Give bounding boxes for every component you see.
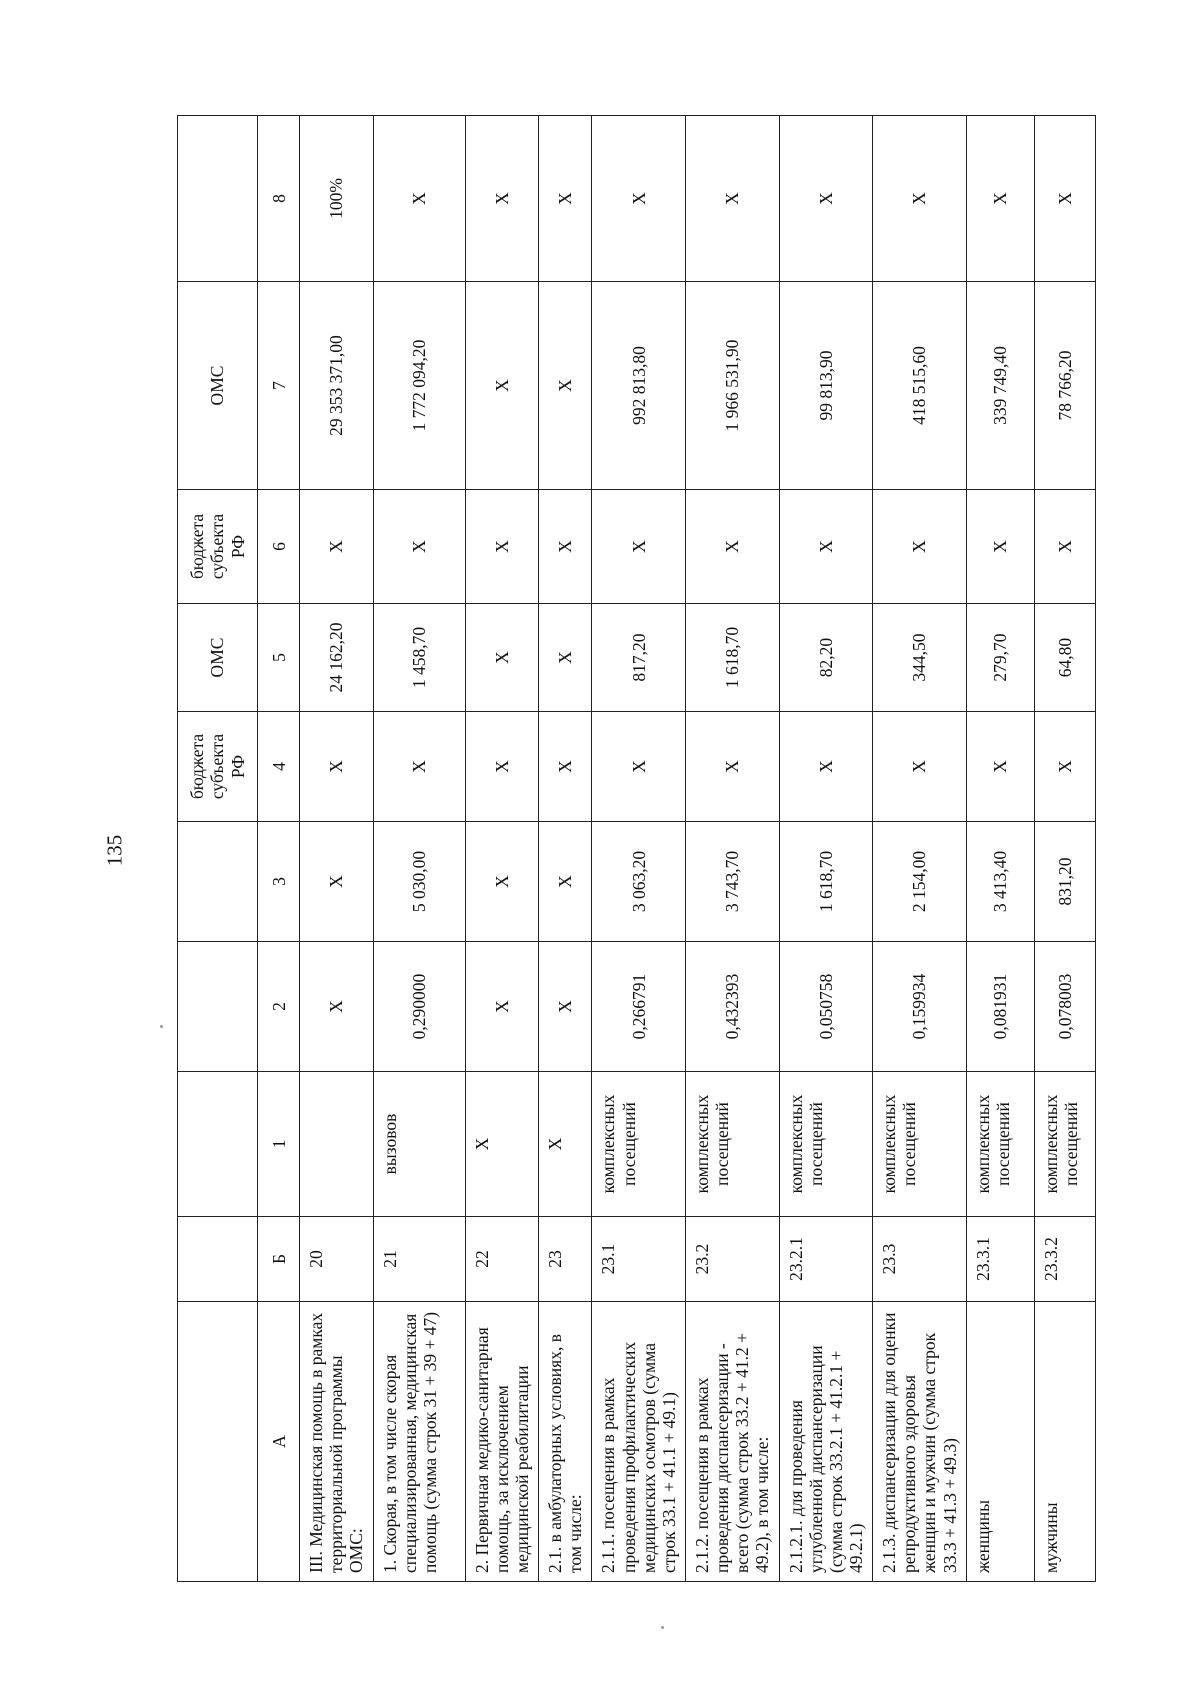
table-body xyxy=(178,116,1096,1582)
rotated-table-wrapper xyxy=(177,116,1096,1582)
cell-budget-total: X xyxy=(300,490,373,604)
cell-oms-per-capita: 279,70 xyxy=(966,604,1034,712)
header-cell-empty xyxy=(178,116,258,282)
cell-share: X xyxy=(592,116,686,282)
table-row xyxy=(373,116,465,1582)
cell-budget-total: X xyxy=(592,490,686,604)
row-label: 2.1.1. посещения в рамках проведения профилактических медицинских осмотров (сумма строк 33.1 + 41.1 + 49.1) xyxy=(592,1302,686,1582)
row-unit: X xyxy=(539,1072,592,1217)
row-code: 20 xyxy=(300,1217,373,1302)
header-oms: ОМС xyxy=(178,604,258,712)
page-number: 135 xyxy=(102,834,127,867)
table-row xyxy=(592,116,686,1582)
row-label: 2.1.3. диспансеризации для оценки репродуктивного здоровья женщин и мужчин (сумма строк 33.3 + 41.3 + 49.3) xyxy=(873,1302,967,1582)
cell-volume-per-person: X xyxy=(539,942,592,1072)
cell-budget-total: X xyxy=(465,490,538,604)
cell-cost-per-unit: 2 154,00 xyxy=(873,822,967,942)
cell-volume-per-person: 0,432393 xyxy=(686,942,780,1072)
table-row xyxy=(779,116,873,1582)
row-unit: комплексных посещений xyxy=(966,1072,1034,1217)
cell-oms-total: 992 813,80 xyxy=(592,282,686,490)
col-number: 1 xyxy=(258,1072,300,1217)
table-row xyxy=(966,116,1034,1582)
scan-speck xyxy=(661,1626,664,1629)
cell-budget-per-capita: X xyxy=(779,712,873,822)
table-row xyxy=(539,116,592,1582)
col-number: 2 xyxy=(258,942,300,1072)
cell-budget-per-capita: X xyxy=(300,712,373,822)
header-cell-empty xyxy=(178,822,258,942)
cell-cost-per-unit: X xyxy=(465,822,538,942)
header-cell-empty xyxy=(178,942,258,1072)
col-number: 6 xyxy=(258,490,300,604)
cell-share: X xyxy=(539,116,592,282)
cell-oms-per-capita: 344,50 xyxy=(873,604,967,712)
cell-budget-per-capita: X xyxy=(1034,712,1095,822)
cell-oms-per-capita: 817,20 xyxy=(592,604,686,712)
table-row xyxy=(1034,116,1095,1582)
row-label: 1. Скорая, в том числе скорая специализированная, медицинская помощь (сумма строк 31 + 39 + 47) xyxy=(373,1302,465,1582)
cell-oms-per-capita: 64,80 xyxy=(1034,604,1095,712)
cell-cost-per-unit: 3 743,70 xyxy=(686,822,780,942)
row-unit xyxy=(300,1072,373,1217)
cell-oms-per-capita: X xyxy=(465,604,538,712)
table-row xyxy=(873,116,967,1582)
col-number: 7 xyxy=(258,282,300,490)
cell-share: X xyxy=(465,116,538,282)
row-label: мужчины xyxy=(1034,1302,1095,1582)
cell-cost-per-unit: 3 413,40 xyxy=(966,822,1034,942)
cell-share: X xyxy=(966,116,1034,282)
cell-cost-per-unit: X xyxy=(539,822,592,942)
cell-budget-per-capita: X xyxy=(373,712,465,822)
header-row xyxy=(178,116,258,1582)
cell-oms-total: X xyxy=(539,282,592,490)
cell-budget-per-capita: X xyxy=(465,712,538,822)
row-code: 23.3 xyxy=(873,1217,967,1302)
column-number-row xyxy=(258,116,300,1582)
table-row xyxy=(300,116,373,1582)
cell-budget-total: X xyxy=(779,490,873,604)
col-number: 5 xyxy=(258,604,300,712)
scan-speck xyxy=(160,1025,163,1028)
cell-oms-total: 29 353 371,00 xyxy=(300,282,373,490)
header-cell-empty xyxy=(178,1072,258,1217)
cell-budget-total: X xyxy=(873,490,967,604)
row-label: 2.1.2. посещения в рамках проведения диспансеризации - всего (сумма строк 33.2 + 41.2 + 49.2), в том числе: xyxy=(686,1302,780,1582)
cell-cost-per-unit: 5 030,00 xyxy=(373,822,465,942)
row-unit: комплексных посещений xyxy=(592,1072,686,1217)
header-cell-empty xyxy=(178,1302,258,1582)
table-row xyxy=(465,116,538,1582)
cell-share: X xyxy=(873,116,967,282)
cell-oms-per-capita: 82,20 xyxy=(779,604,873,712)
row-unit: вызовов xyxy=(373,1072,465,1217)
cell-oms-per-capita: 1 618,70 xyxy=(686,604,780,712)
cell-share: X xyxy=(1034,116,1095,282)
row-code: 23.1 xyxy=(592,1217,686,1302)
cell-oms-total: 99 813,90 xyxy=(779,282,873,490)
row-code: 21 xyxy=(373,1217,465,1302)
cell-budget-per-capita: X xyxy=(592,712,686,822)
cell-oms-total: X xyxy=(465,282,538,490)
cell-cost-per-unit: 1 618,70 xyxy=(779,822,873,942)
cell-budget-total: X xyxy=(686,490,780,604)
cell-share: X xyxy=(779,116,873,282)
cell-budget-total: X xyxy=(1034,490,1095,604)
col-number: 8 xyxy=(258,116,300,282)
cell-share: X xyxy=(686,116,780,282)
cell-oms-total: 1 966 531,90 xyxy=(686,282,780,490)
header-budget-subject: бюджета субъекта РФ xyxy=(178,712,258,822)
cell-budget-total: X xyxy=(539,490,592,604)
col-number: Б xyxy=(258,1217,300,1302)
col-number: 4 xyxy=(258,712,300,822)
row-unit: комплексных посещений xyxy=(779,1072,873,1217)
cell-budget-total: X xyxy=(966,490,1034,604)
row-code: 23.2.1 xyxy=(779,1217,873,1302)
row-label: 2.1.2.1. для проведения углубленной диспансеризации (сумма строк 33.2.1 + 41.2.1 + 49.2.1) xyxy=(779,1302,873,1582)
cell-volume-per-person: 0,081931 xyxy=(966,942,1034,1072)
row-label: 2. Первичная медико-санитарная помощь, за исключением медицинской реабилитации xyxy=(465,1302,538,1582)
header-budget-subject-right: бюджета субъекта РФ xyxy=(178,490,258,604)
row-label: женщины xyxy=(966,1302,1034,1582)
row-code: 23.3.2 xyxy=(1034,1217,1095,1302)
cell-oms-per-capita: 24 162,20 xyxy=(300,604,373,712)
cell-oms-per-capita: 1 458,70 xyxy=(373,604,465,712)
row-unit: X xyxy=(465,1072,538,1217)
cell-share: X xyxy=(373,116,465,282)
header-oms-right: ОМС xyxy=(178,282,258,490)
cell-budget-per-capita: X xyxy=(966,712,1034,822)
table-row xyxy=(686,116,780,1582)
cell-share: 100% xyxy=(300,116,373,282)
cell-oms-per-capita: X xyxy=(539,604,592,712)
financial-table xyxy=(177,115,1096,1582)
row-label: III. Медицинская помощь в рамках территориальной программы ОМС: xyxy=(300,1302,373,1582)
row-label: 2.1. в амбулаторных условиях, в том числе: xyxy=(539,1302,592,1582)
cell-volume-per-person: 0,078003 xyxy=(1034,942,1095,1072)
header-cell-empty xyxy=(178,1217,258,1302)
cell-budget-total: X xyxy=(373,490,465,604)
row-unit: комплексных посещений xyxy=(1034,1072,1095,1217)
cell-volume-per-person: X xyxy=(465,942,538,1072)
cell-oms-total: 418 515,60 xyxy=(873,282,967,490)
row-code: 23 xyxy=(539,1217,592,1302)
cell-budget-per-capita: X xyxy=(686,712,780,822)
cell-volume-per-person: X xyxy=(300,942,373,1072)
cell-budget-per-capita: X xyxy=(539,712,592,822)
col-number: 3 xyxy=(258,822,300,942)
cell-oms-total: 339 749,40 xyxy=(966,282,1034,490)
cell-oms-total: 78 766,20 xyxy=(1034,282,1095,490)
row-unit: комплексных посещений xyxy=(873,1072,967,1217)
cell-oms-total: 1 772 094,20 xyxy=(373,282,465,490)
row-code: 23.3.1 xyxy=(966,1217,1034,1302)
cell-cost-per-unit: 831,20 xyxy=(1034,822,1095,942)
row-code: 23.2 xyxy=(686,1217,780,1302)
cell-cost-per-unit: 3 063,20 xyxy=(592,822,686,942)
row-code: 22 xyxy=(465,1217,538,1302)
col-number: А xyxy=(258,1302,300,1582)
row-unit: комплексных посещений xyxy=(686,1072,780,1217)
cell-budget-per-capita: X xyxy=(873,712,967,822)
cell-volume-per-person: 0,266791 xyxy=(592,942,686,1072)
cell-volume-per-person: 0,290000 xyxy=(373,942,465,1072)
cell-cost-per-unit: X xyxy=(300,822,373,942)
cell-volume-per-person: 0,159934 xyxy=(873,942,967,1072)
cell-volume-per-person: 0,050758 xyxy=(779,942,873,1072)
